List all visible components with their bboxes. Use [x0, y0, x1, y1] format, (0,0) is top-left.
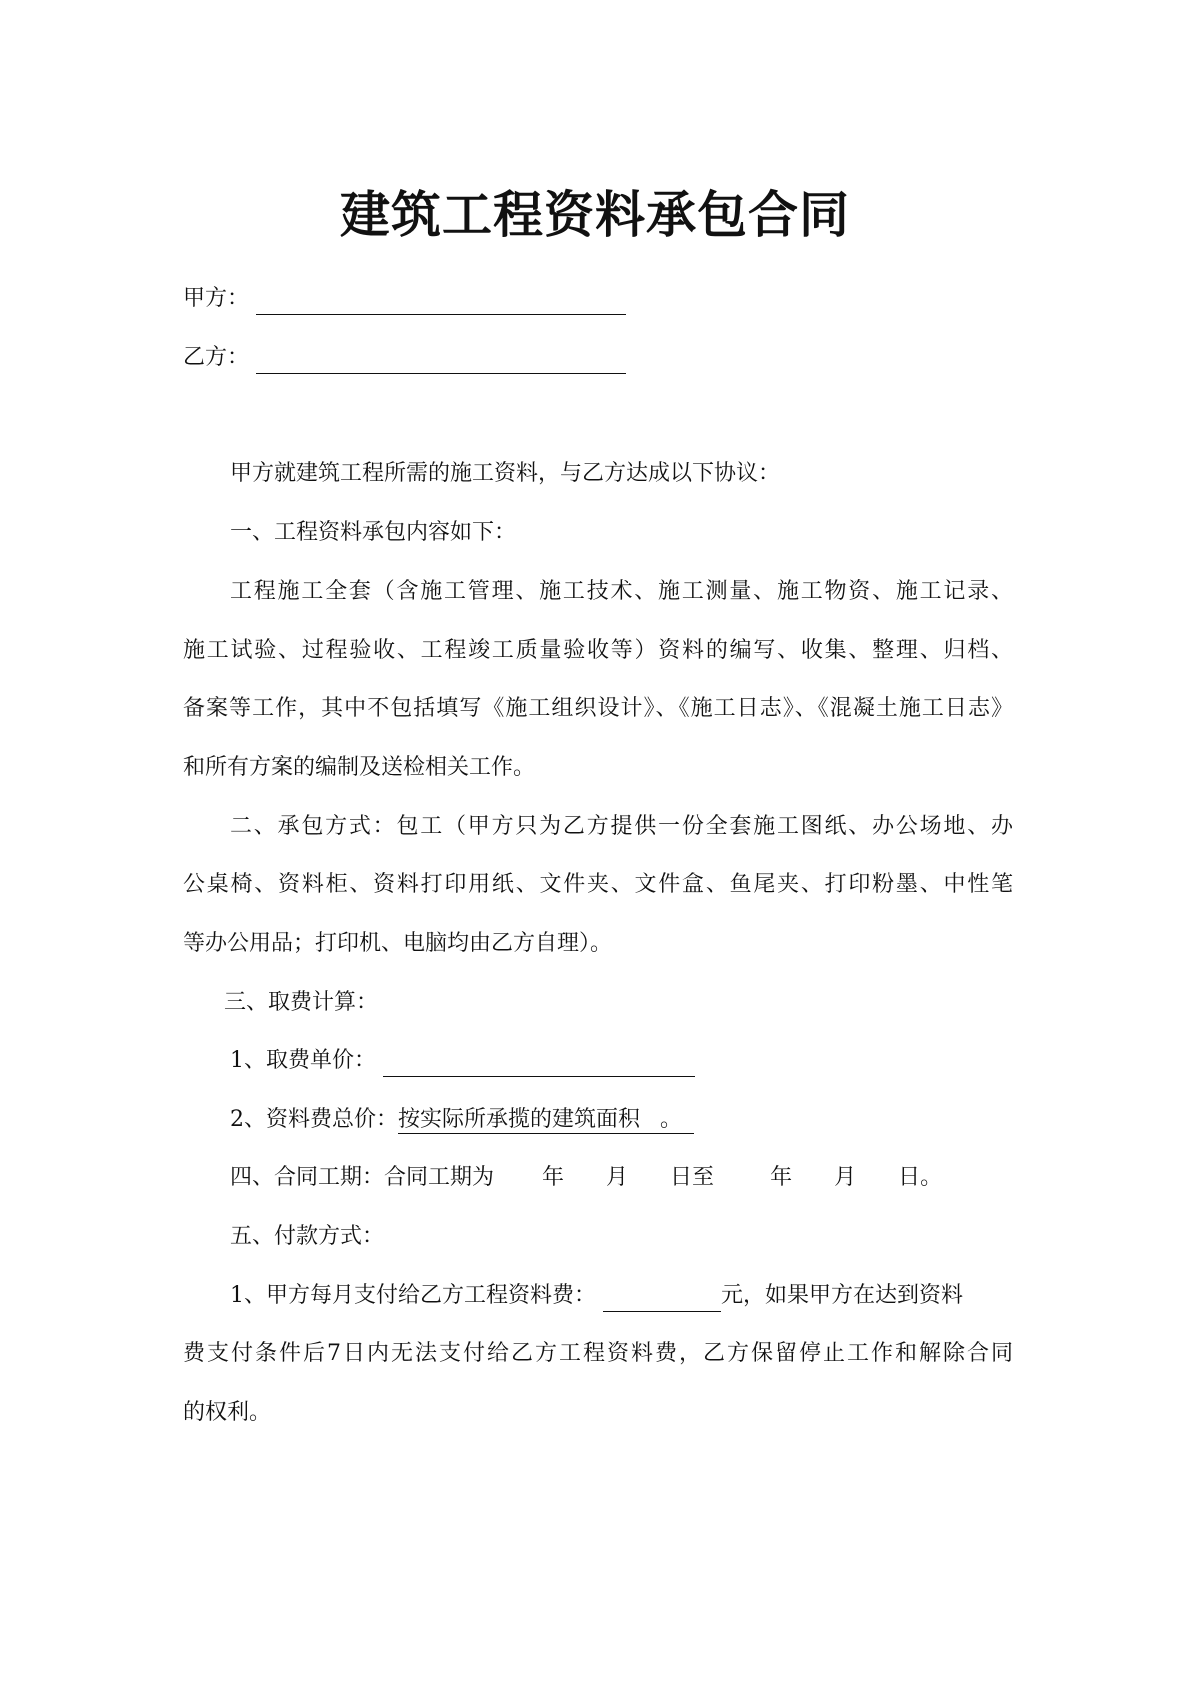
party-a-line [183, 283, 626, 315]
party-b-blank [256, 347, 626, 374]
day-1: 日至 [670, 1165, 715, 1190]
party-a-blank [256, 288, 626, 315]
day-2: 日。 [898, 1165, 943, 1190]
party-b-line [183, 342, 626, 374]
document-title: 建筑工程资料承包合同 [340, 185, 850, 244]
payment-item1-line1 [230, 1280, 963, 1312]
contract-period-line [230, 1162, 942, 1194]
section2-line-1: 二、承包方式：包工（甲方只为乙方提供一份全套施工图纸、办公场地、办 [230, 814, 1013, 839]
fee-unit-price-label: 1、取费单价： [230, 1048, 376, 1073]
intro-paragraph: 甲方就建筑工程所需的施工资料，与乙方达成以下协议： [230, 461, 781, 486]
fee-total-value: 按实际所承揽的建筑面积 。 [398, 1107, 694, 1134]
payment-monthly-blank [603, 1285, 721, 1312]
payment-item1-line3: 的权利。 [183, 1400, 272, 1425]
section1-line-3: 备案等工作，其中不包括填写《施工组织设计》、《施工日志》、《混凝土施工日志》 [183, 696, 1013, 721]
month-1: 月 [606, 1165, 629, 1190]
section2-line-3: 等办公用品；打印机、电脑均由乙方自理）。 [183, 931, 613, 956]
contract-period-label: 四、合同工期：合同工期为 [230, 1165, 495, 1190]
party-a-label: 甲方： [183, 286, 250, 311]
section1-heading: 一、工程资料承包内容如下： [230, 520, 517, 545]
year-1: 年 [542, 1165, 565, 1190]
section2-line-2: 公桌椅、资料柜、资料打印用纸、文件夹、文件盒、鱼尾夹、打印粉墨、中性笔 [183, 872, 1013, 897]
party-b-label: 乙方： [183, 345, 250, 370]
fee-unit-price-blank [383, 1050, 695, 1077]
payment-item1-line2: 费支付条件后7日内无法支付给乙方工程资料费，乙方保留停止工作和解除合同 [183, 1341, 1013, 1366]
section3-heading: 三、取费计算： [224, 990, 379, 1015]
section5-heading: 五、付款方式： [230, 1224, 385, 1249]
month-2: 月 [834, 1165, 857, 1190]
section1-line-2: 施工试验、过程验收、工程竣工质量验收等）资料的编写、收集、整理、归档、 [183, 638, 1013, 663]
payment-item1-start: 1、甲方每月支付给乙方工程资料费： [230, 1283, 596, 1308]
fee-unit-price-line [230, 1045, 695, 1077]
section1-line-4: 和所有方案的编制及送检相关工作。 [183, 755, 536, 780]
fee-total-label: 2、资料费总价： [230, 1107, 398, 1132]
payment-item1-mid: 元，如果甲方在达到资料 [721, 1283, 964, 1308]
section1-line-1: 工程施工全套（含施工管理、施工技术、施工测量、施工物资、施工记录、 [230, 579, 1013, 604]
year-2: 年 [770, 1165, 793, 1190]
fee-total-line [230, 1104, 694, 1136]
